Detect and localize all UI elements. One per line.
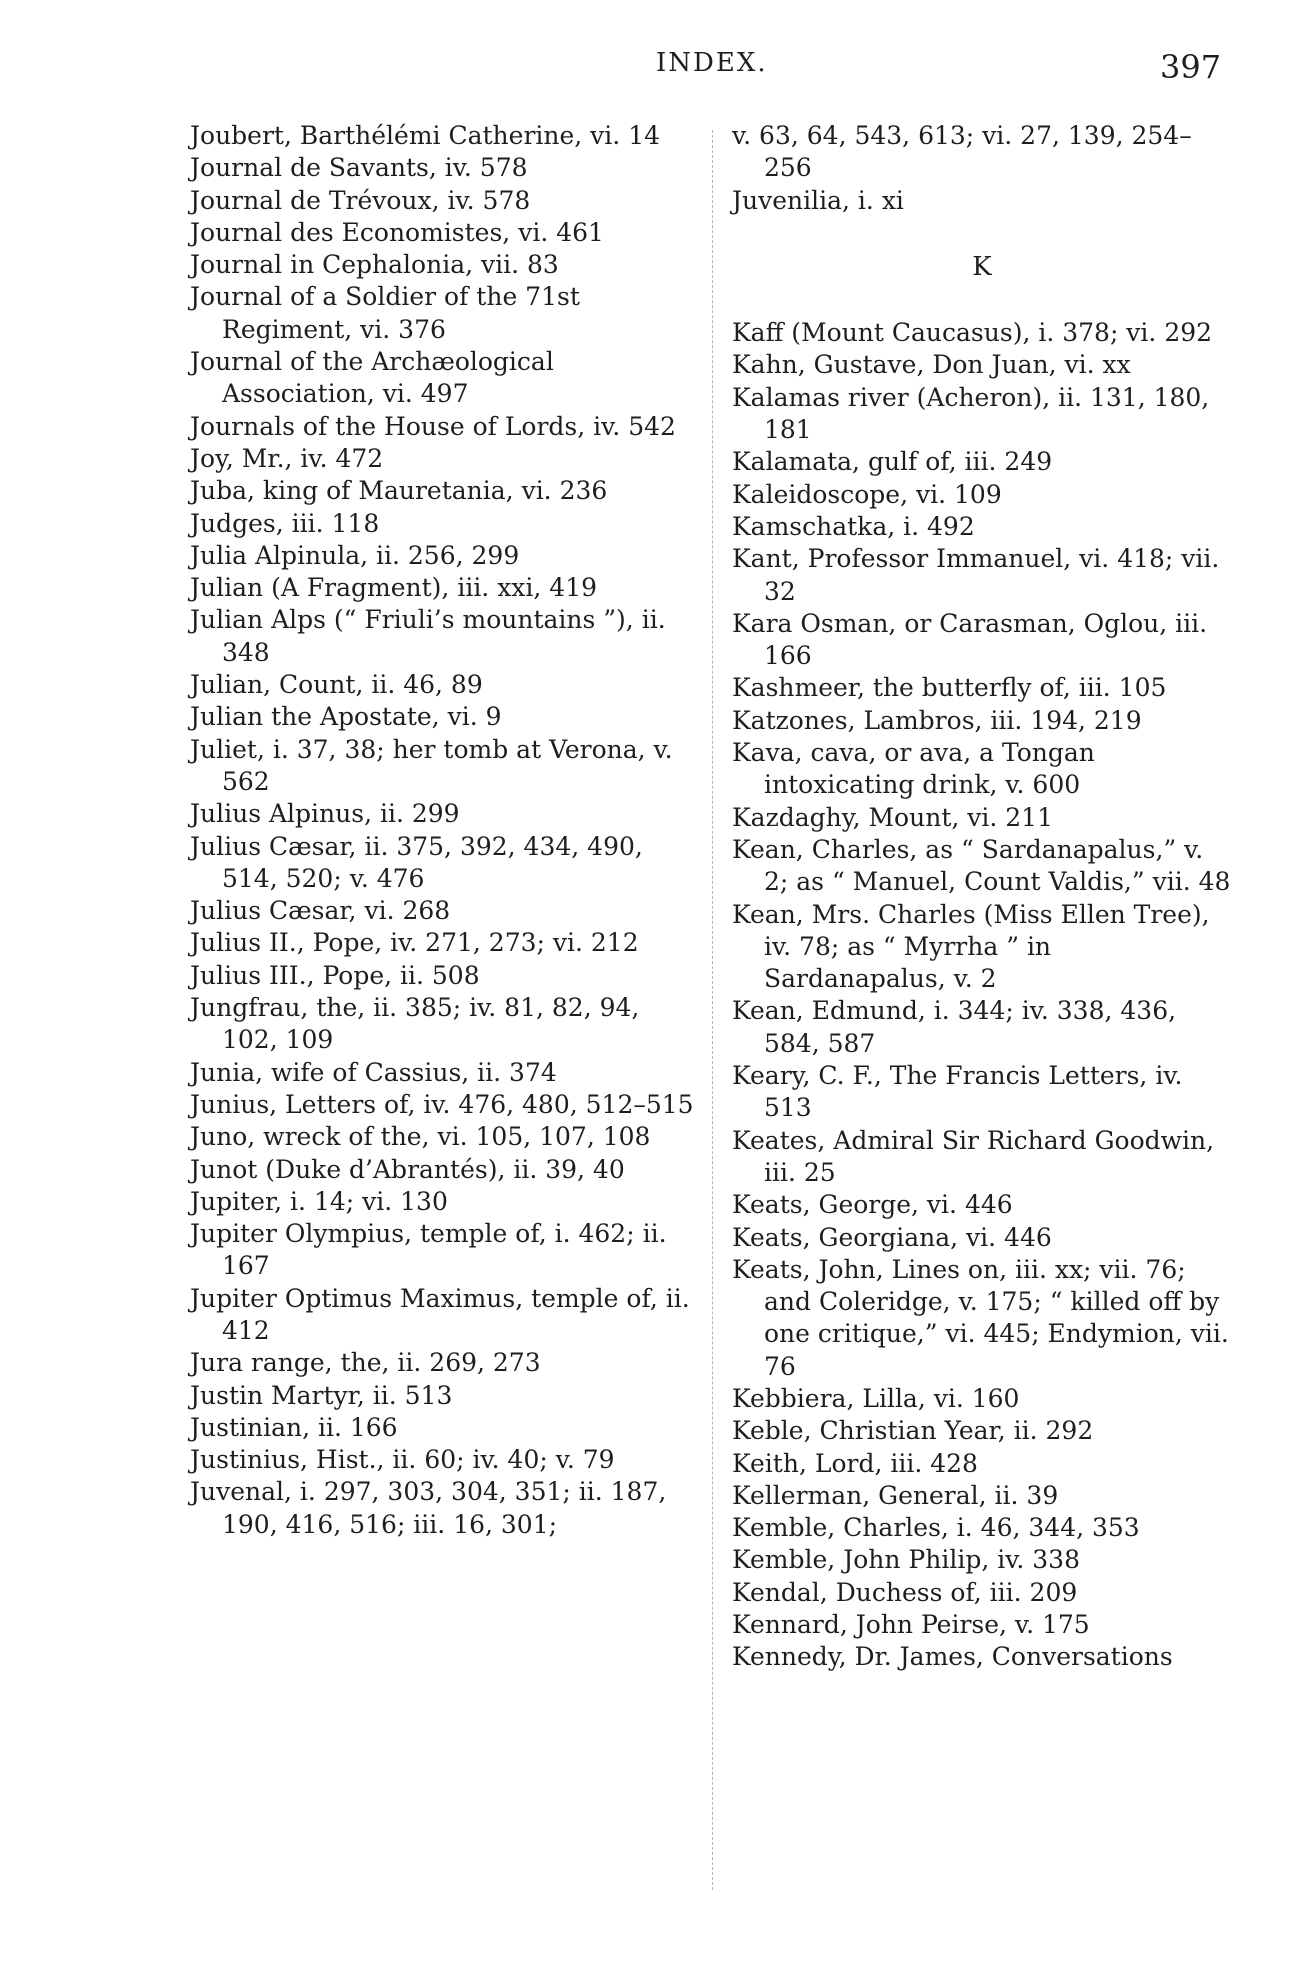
index-entry: Kemble, John Philip, iv. 338: [732, 1545, 1080, 1575]
index-entry: Julius Cæsar, ii. 375, 392, 434, 490, 514, 520; v. 476: [190, 831, 643, 893]
index-entry: Jungfrau, the, ii. 385; iv. 81, 82, 94, 102, 109: [190, 993, 640, 1055]
page-number: 397: [1160, 48, 1222, 86]
index-entry: Julius II., Pope, iv. 271, 273; vi. 212: [190, 928, 639, 958]
index-entry: Julian the Apostate, vi. 9: [190, 702, 502, 732]
column-divider: [712, 130, 713, 1890]
index-entry: Kazdaghy, Mount, vi. 211: [732, 802, 1053, 832]
index-entry: Journal of the Archæological Association, vi. 497: [190, 347, 554, 409]
index-entry: Juvenilia, i. xi: [732, 185, 904, 215]
index-entry: Justinius, Hist., ii. 60; iv. 40; v. 79: [190, 1445, 615, 1475]
index-entry: Jupiter Optimus Maximus, temple of, ii. 412: [190, 1283, 690, 1345]
index-entry: Keats, Georgiana, vi. 446: [732, 1222, 1052, 1252]
running-header-title: INDEX.: [656, 48, 768, 78]
index-entry: Kahn, Gustave, Don Juan, vi. xx: [732, 350, 1131, 380]
index-entry: Juvenal, i. 297, 303, 304, 351; ii. 187, 190, 416, 516; iii. 16, 301;: [190, 1477, 667, 1539]
index-entry: Kebbiera, Lilla, vi. 160: [732, 1383, 1020, 1413]
index-entry: Julian (A Fragment), iii. xxi, 419: [190, 573, 598, 603]
index-entry: Kamschatka, i. 492: [732, 511, 975, 541]
index-entry: Katzones, Lambros, iii. 194, 219: [732, 705, 1142, 735]
index-entry: Kalamata, gulf of, iii. 249: [732, 447, 1053, 477]
index-entry: Joy, Mr., iv. 472: [190, 443, 384, 473]
index-entry: Justin Martyr, ii. 513: [190, 1380, 453, 1410]
index-entry: Jupiter, i. 14; vi. 130: [190, 1186, 448, 1216]
index-entry: Juliet, i. 37, 38; her tomb at Verona, v. 562: [190, 734, 673, 796]
index-entry: Keats, John, Lines on, iii. xx; vii. 76; and Coleridge, v. 175; “ killed off by one critique,” vi. 445; Endymion, vii. 76: [732, 1254, 1229, 1381]
index-entry: Journal of a Soldier of the 71st Regiment, vi. 376: [190, 282, 580, 344]
left-index-column: [190, 120, 695, 1541]
index-entry: Julian, Count, ii. 46, 89: [190, 670, 483, 700]
index-entry: Journal in Cephalonia, vii. 83: [190, 250, 559, 280]
index-entry: Kashmeer, the butterfly of, iii. 105: [732, 673, 1167, 703]
index-entry: Kean, Charles, as “ Sardanapalus,” v. 2; as “ Manuel, Count Valdis,” vii. 48: [732, 834, 1231, 897]
index-entry: Junot (Duke d’Abrantés), ii. 39, 40: [190, 1154, 625, 1184]
index-entry: Journal de Savants, iv. 578: [190, 153, 528, 183]
index-entry: Kennedy, Dr. James, Conversations: [732, 1642, 1173, 1672]
index-entry: Kellerman, General, ii. 39: [732, 1480, 1059, 1510]
index-entry: Kaleidoscope, vi. 109: [732, 479, 1002, 509]
index-entry: Kaff (Mount Caucasus), i. 378; vi. 292: [732, 318, 1213, 348]
index-entry: Kava, cava, or ava, a Tongan intoxicating drink, v. 600: [732, 738, 1095, 800]
right-index-column: [732, 120, 1232, 1674]
index-entry: Jura range, the, ii. 269, 273: [190, 1348, 541, 1378]
index-entry: Julius Cæsar, vi. 268: [190, 896, 451, 926]
index-entry: Junia, wife of Cassius, ii. 374: [190, 1057, 557, 1087]
index-entry: Kean, Edmund, i. 344; iv. 338, 436, 584, 587: [732, 996, 1177, 1058]
index-entry: Kemble, Charles, i. 46, 344, 353: [732, 1513, 1140, 1543]
index-entry: Joubert, Barthélémi Catherine, vi. 14: [190, 121, 661, 150]
index-entry: Kant, Professor Immanuel, vi. 418; vii. 32: [732, 544, 1220, 606]
index-entry: Justinian, ii. 166: [190, 1412, 398, 1442]
index-entry: Julius III., Pope, ii. 508: [190, 960, 480, 990]
index-entry: Julian Alps (“ Friuli’s mountains ”), ii. 348: [190, 605, 666, 667]
index-entry: Journal des Economistes, vi. 461: [190, 217, 604, 247]
index-entry: Kara Osman, or Carasman, Oglou, iii. 166: [732, 608, 1208, 671]
index-entry: Jupiter Olympius, temple of, i. 462; ii. 167: [190, 1219, 667, 1281]
index-entry: Julia Alpinula, ii. 256, 299: [190, 540, 520, 570]
section-letter-heading: K: [972, 251, 992, 282]
index-entry: Kean, Mrs. Charles (Miss Ellen Tree), iv. 78; as “ Myrrha ” in Sardanapalus, v. 2: [732, 899, 1210, 994]
index-entry: Kennard, John Peirse, v. 175: [732, 1610, 1090, 1640]
index-entry: Judges, iii. 118: [190, 508, 380, 538]
index-entry: Juba, king of Mauretania, vi. 236: [190, 476, 608, 506]
index-entry-continuation: v. 63, 64, 543, 613; vi. 27, 139, 254–256: [732, 121, 1192, 183]
index-entry: Keary, C. F., The Francis Letters, iv. 513: [732, 1061, 1183, 1123]
index-entry: Junius, Letters of, iv. 476, 480, 512–515: [190, 1089, 694, 1119]
index-entry: Keble, Christian Year, ii. 292: [732, 1416, 1094, 1446]
index-entry: Journal de Trévoux, iv. 578: [190, 185, 531, 215]
index-entry: Julius Alpinus, ii. 299: [190, 799, 460, 829]
index-entry: Kendal, Duchess of, iii. 209: [732, 1577, 1078, 1607]
index-entry: Juno, wreck of the, vi. 105, 107, 108: [190, 1122, 651, 1152]
index-entry: Keith, Lord, iii. 428: [732, 1448, 978, 1478]
index-entry: Keats, George, vi. 446: [732, 1190, 1013, 1220]
index-entry: Keates, Admiral Sir Richard Goodwin, iii. 25: [732, 1125, 1215, 1187]
index-entry: Kalamas river (Acheron), ii. 131, 180, 181: [732, 382, 1210, 445]
index-entry: Journals of the House of Lords, iv. 542: [190, 411, 676, 441]
